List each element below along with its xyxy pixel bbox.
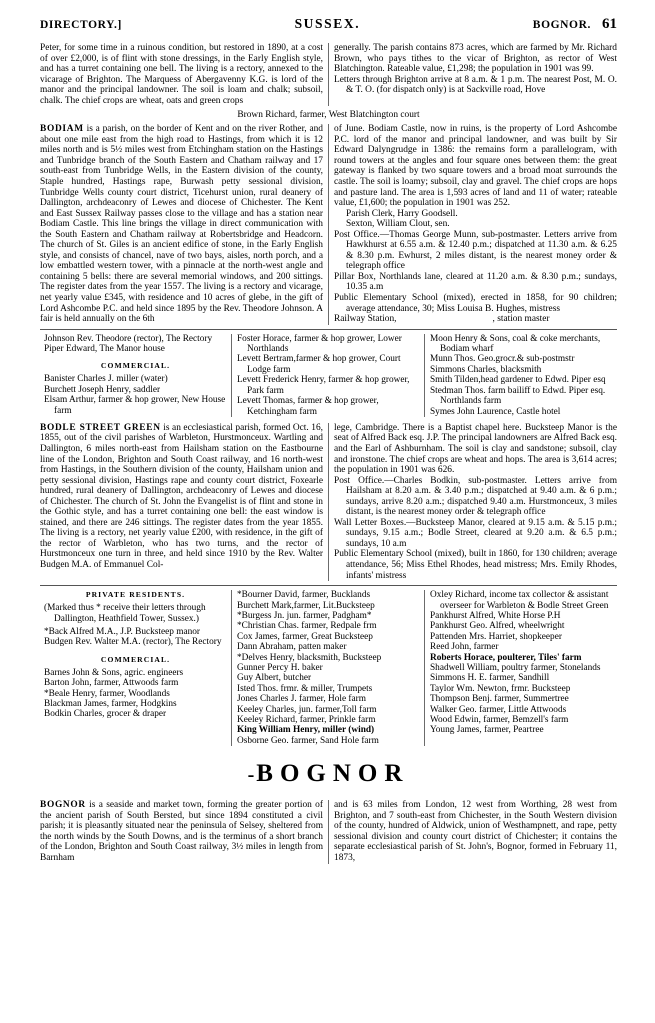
railway-station-label: Railway Station,	[334, 314, 397, 325]
bodle-commercial-column-2	[233, 590, 424, 746]
list-item: Stedman Thos. farm bailiff to Edwd. Piper esq. Northlands farm	[430, 385, 606, 407]
bodiam-listings	[40, 334, 617, 417]
west-blatchington-post-note: Letters through Brighton arrive at 8 a.m. & 1 p.m. The nearest Post, M. O. & T. O. (for dispatch only) is at Sackville road, Hove	[334, 74, 617, 96]
banner-title: BOGNOR	[256, 760, 410, 788]
list-item: *Delves Henry, blacksmith, Bucksteep	[237, 652, 382, 663]
list-item: Thompson Benj. farmer, Summertree	[430, 694, 569, 705]
list-item: *Bourner David, farmer, Bucklands	[237, 590, 371, 601]
list-item: Keeley Charles, jun. farmer,Toll farm	[237, 704, 377, 715]
west-blatchington-left-paragraph: Peter, for some time in a ruinous condition, but restored in 1890, at a cost of over £2,000, is of flint with stone dressings, in the Early English style, and has a turret containing one bell. The living is a rectory, annexed to the vicarage of Brighton. The Marquess of Abergavenny K.G. is lord of the manor and the principal landowner. The soil is loam and chalk; subsoil, chalk. The chief crops are wheat, oats and green crops	[40, 43, 323, 106]
bognor-right-column	[334, 800, 617, 863]
bodle-private-residents-column	[40, 590, 231, 746]
list-item: Dann Abraham, patten maker	[237, 642, 347, 653]
list-item: Foster Horace, farmer & hop grower, Lower Northlands	[237, 333, 402, 355]
bodle-commercial-heading: COMMERCIAL.	[100, 654, 171, 664]
bodle-street-green-section	[40, 423, 617, 581]
west-blatchington-right-paragraph: generally. The parish contains 873 acres, which are farmed by Mr. Richard Brown, who pays tithes to the vicar of Brighton, as rector of West Blatchington. Rateable value, £1,298; the population in 1901 was 99.	[334, 43, 617, 75]
page-number: 61	[602, 16, 617, 32]
list-item: Reed John, farmer	[430, 642, 499, 653]
run-in-head: BOGNOR	[40, 800, 86, 811]
bodle-right-column	[334, 423, 617, 581]
list-item: *Beale Henry, farmer, Woodlands	[44, 688, 170, 699]
list-item: *Christian Chas. farmer, Redpale frm	[237, 621, 377, 632]
running-head	[40, 16, 617, 36]
list-item: *Back Alfred M.A., J.P. Bucksteep manor	[44, 626, 200, 637]
list-item: Symes John Laurence, Castle hotel	[430, 406, 561, 417]
list-item: Wood Edwin, farmer, Bemzell's farm	[430, 715, 569, 725]
list-item: Jones Charles J. farmer, Hole farm	[237, 694, 366, 705]
list-item: *Burgess Jn. jun. farmer, Padgham*	[237, 610, 372, 621]
list-item: Roberts Horace, poulterer, Tiles' farm	[430, 652, 582, 663]
column-divider	[328, 423, 329, 581]
list-item: Elsam Arthur, farmer & hop grower, New House farm	[44, 395, 226, 416]
list-item: Pankhurst Alfred, White Horse P.H	[430, 610, 561, 621]
run-in-head: BODLE STREET GREEN	[40, 422, 161, 433]
running-head-center: SUSSEX.	[294, 16, 361, 31]
bodiam-commercial-column-3	[426, 334, 617, 417]
run-in-head: BODIAM	[40, 124, 84, 135]
list-item: Smith Tilden,head gardener to Edwd. Piper esq	[430, 375, 606, 386]
bodiam-commercial-column-2	[233, 334, 424, 417]
list-item: Simmons Charles, blacksmith	[430, 364, 542, 375]
bodiam-parish-clerk: Parish Clerk, Harry Goodsell.	[346, 208, 458, 219]
section-rule	[40, 329, 617, 330]
running-head-left: DIRECTORY.]	[40, 19, 122, 31]
bodiam-section	[40, 124, 617, 324]
running-head-right	[533, 16, 617, 33]
list-item: Oxley Richard, income tax collector & assistant overseer for Warbleton & Bodle Street Green	[430, 590, 609, 611]
bodiam-commercial-heading: COMMERCIAL.	[100, 361, 171, 371]
list-item: Levett Frederick Henry, farmer & hop grower, Park farm	[237, 375, 410, 396]
list-item: Gunner Percy H. baker	[237, 662, 323, 673]
section-rule	[40, 585, 617, 586]
west-blatchington-section	[40, 43, 617, 106]
column-divider	[328, 43, 329, 106]
list-item: Budgen Rev. Walter M.A. (rector), The Rectory	[44, 637, 222, 648]
bodle-commercial-column-3	[426, 590, 617, 746]
bodiam-railway-station	[334, 314, 617, 325]
list-item: Levett Bertram,farmer & hop grower, Court Lodge farm	[237, 354, 401, 375]
bodle-wall-letter-boxes: Wall Letter Boxes.—Bucksteep Manor, cleared at 9.15 a.m. & 5.15 p.m.; sundays, 9.15 a.m.; Bodle Street, cleared at 9.20 a.m. & 6.5 p.m.; sundays, 10 a.m	[334, 517, 617, 549]
bodle-school: Public Elementary School (mixed), built in 1860, for 130 children; average attendance, 56; Miss Ethel Rhodes, head mistress; Mrs. Emily Rhodes, infants' mistress	[334, 549, 617, 581]
bodle-right-paragraph: lege, Cambridge. There is a Baptist chapel here. Bucksteep Manor is the seat of Alfred Back esq. J.P. The principal landowners are Alfred Back esq. and the Earl of Ashburnham. The soil is clay and sandstone; subsoil, clay and ironstone. The chief crops are wheat and hops. The area is 3,614 acres; the population in 1901 was 626.	[334, 422, 617, 476]
bognor-right-paragraph: and is 63 miles from London, 12 west from Worthing, 28 west from Brighton, and 7 south-east from Chichester, in the South Western division of the county, hundred of Aldwick, union of Westhampnett, and rape, petty sessional division and county court district of Chichester; it contains the separate ecclesiastical parish of St. John's, Bognor, formed in February 11, 1873,	[334, 800, 617, 863]
list-item: Osborne Geo. farmer, Sand Hole farm	[237, 735, 379, 746]
bodiam-private-residents-column	[40, 334, 231, 417]
bodle-left-paragraph: BODLE STREET GREEN is an ecclesiastical parish, formed Oct. 16, 1855, out of the civil parishes of Warbleton, Hurstmonceux. Wartling and Dallington, 6 miles north-east from Hailsham station on the Eastbourne line of the London, Brighton and South Coast railway, and 16 north-west from Hastings, in the Southern division of the county, Hailsham union and petty sessional division, Hastings rape and county court district, Foxearle hundred, rural deanery of Dallington, archdeaconry of Lewes and diocese of Chichester. The church of St. John the Evangelist is of flint and stone in the Gothic style, and has a turret containing one bell: the east window is stained, and there are 246 sittings. The register dates from the year 1855. The living is a rectory, net yearly value £200, with residence, in the gift of the rector of Warbleton, who has two turns, and the rector of Hurstmonceux one turn in three, and held since 1910 by the Rev. Walter Budgen M.A. of Emmanuel Col-	[40, 422, 323, 571]
list-item: Simmons H. E. farmer, Sandhill	[430, 673, 550, 684]
running-head-town: BOGNOR.	[532, 19, 591, 31]
bodiam-right-column	[334, 124, 617, 324]
list-item: Cox James, farmer, Great Bucksteep	[237, 631, 373, 642]
list-item: Guy Albert, butcher	[237, 673, 312, 684]
list-item: Barton John, farmer, Attwoods farm	[44, 678, 179, 689]
bognor-town-banner	[40, 760, 617, 788]
resident-name: Brown Richard, farmer,	[237, 110, 327, 121]
bodiam-sexton: Sexton, William Clout, sen.	[346, 219, 450, 230]
column-divider	[328, 800, 329, 863]
west-blatchington-right-column	[334, 43, 617, 106]
list-item: Pattenden Mrs. Harriet, shopkeeper	[430, 631, 562, 642]
bodle-private-residents-heading: PRIVATE RESIDENTS.	[85, 590, 186, 600]
list-item: Johnson Rev. Theodore (rector), The Rectory	[44, 333, 213, 344]
bodiam-pillar-box: Pillar Box, Northlands lane, cleared at 11.20 a.m. & 8.30 p.m.; sundays, 10.35 a.m	[334, 271, 617, 293]
bognor-left-column	[40, 800, 323, 863]
bodiam-post-office: Post Office.—Thomas George Munn, sub-postmaster. Letters arrive from Hawkhurst at 6.55 a.m. & 12.40 p.m.; dispatched at 11.30 a.m. & 6.25 & 8.30 p.m. Ewhurst, 2 miles distant, is the nearest money order & telegraph office	[334, 229, 617, 272]
list-item: Keeley Richard, farmer, Prinkle farm	[237, 715, 376, 725]
list-item: Pankhurst Geo. Alfred, wheelwright	[430, 621, 565, 632]
west-blatchington-resident-line	[40, 110, 617, 121]
bodiam-right-paragraph: of June. Bodiam Castle, now in ruins, is the property of Lord Ashcombe P.C. lord of the manor and principal landowner, and was built by Sir Edward Dalyngrudge in 1386: the remains form a parallelogram, with round towers at the angles and four square ones between them: the great gateway is flanked by two square towers and a broad moat surrounds the castle. The soil is loamy; subsoil, clay and gravel. The chief crops are hops and pasture land. The area is 1,593 acres of land and 11 of water; rateable value, £1,600; the population in 1901 was 252.	[334, 124, 617, 209]
bodle-left-column	[40, 423, 323, 581]
list-item: Walker Geo. farmer, Little Attwoods	[430, 704, 567, 715]
list-item: King William Henry, miller (wind)	[237, 725, 375, 736]
banner-dash: -	[247, 764, 255, 787]
list-item: Burchett Mark,farmer, Lit.Bucksteep	[237, 600, 375, 611]
column-divider	[328, 124, 329, 324]
bodiam-left-column	[40, 124, 323, 324]
list-item: Moon Henry & Sons, coal & coke merchants, Bodiam wharf	[430, 333, 601, 355]
railway-station-master: , station master	[492, 314, 550, 325]
list-item: Barnes John & Sons, agric. engineers	[44, 667, 184, 678]
list-item: Blackman James, farmer, Hodgkins	[44, 698, 177, 709]
private-residents-note: (Marked thus * receive their letters through Dallington, Heathfield Tower, Sussex.)	[44, 603, 206, 624]
bognor-section	[40, 800, 617, 863]
list-item: Levett Thomas, farmer & hop grower, Ketchingham farm	[237, 396, 379, 417]
bodle-post-office: Post Office.—Charles Bodkin, sub-postmaster. Letters arrive from Hailsham at 8.20 a.m. & 3.40 p.m.; dispatched at 9.40 a.m. & 6 p.m.; sundays, arrive 8.20 a.m.; dispatched 9.40 a.m. Hurstmonceux, 3 miles distant, is the nearest money order & telegraph office	[334, 475, 617, 518]
bodiam-school: Public Elementary School (mixed), erected in 1858, for 90 children; average attendance, 30; Miss Louisa B. Hughes, mistress	[334, 293, 617, 314]
list-item: Young James, farmer, Peartree	[430, 725, 544, 736]
list-item: Isted Thos. frmr. & miller, Trumpets	[237, 683, 373, 694]
west-blatchington-left-column	[40, 43, 323, 106]
list-item: Bodkin Charles, grocer & draper	[44, 709, 167, 720]
list-item: Piper Edward, The Manor house	[44, 344, 165, 355]
list-item: Shadwell William, poultry farmer, Stonelands	[430, 662, 601, 673]
list-item: Burchett Joseph Henry, saddler	[44, 384, 161, 395]
bodiam-left-paragraph: BODIAM is a parish, on the border of Kent and on the river Rother, and about one mile east from the high road to Hastings, from which it is 12 miles north and is 5½ miles west from Etchingham station on the Hastings and Tunbridge branch of the South Eastern and Chatham railway and 17 south-east from Tunbridge Wells, in the Eastern division of the county, Staple hundred, Hastings rape, Burwash petty sessional division, Tunbridge Wells county court district, Ticehurst union, rural deanery of Dallington, archdeaconry of Lewes and diocese of Chichester. The Kent and East Sussex Railway passes close to the village and has a station near Bodiam Castle. This line brings the village in direct communication with the South Eastern and Chatham railway at Robertsbridge and Headcorn. The church of St. Giles is an ancient edifice of stone, in the Early English style, and consists of chancel, nave of two bays, aisles, north porch, and a low embattled western tower, with a pinnacle at the north-west angle and containing 5 bells: there are several memorial windows, and 200 sittings. The register dates from the year 1557. The living is a rectory and vicarage, net yearly value £345, with residence and 10 acres of glebe, in the gift of Lord Ashcombe P.C. and held since 1895 by the Rev. Theodore Johnson. A fair is held annually on the 6th	[40, 124, 323, 325]
list-item: Taylor Wm. Newton, frmr. Bucksteep	[430, 683, 571, 694]
bognor-left-paragraph: BOGNOR is a seaside and market town, forming the greater portion of the ancient parish of South Bersted, but since 1894 constituted a civil parish; it is pleasantly situated near the peninsula of Selsey, sheltered from the north winds by the South Downs, and is the terminus of a short branch of the London, Brighton and South Coast railway, 3½ miles in length from Barnham	[40, 800, 323, 863]
list-item: Banister Charles J. miller (water)	[44, 374, 168, 385]
resident-address: West Blatchington court	[328, 110, 420, 121]
bodle-listings	[40, 590, 617, 746]
list-item: Munn Thos. Geo.grocr.& sub-postmstr	[430, 354, 575, 365]
